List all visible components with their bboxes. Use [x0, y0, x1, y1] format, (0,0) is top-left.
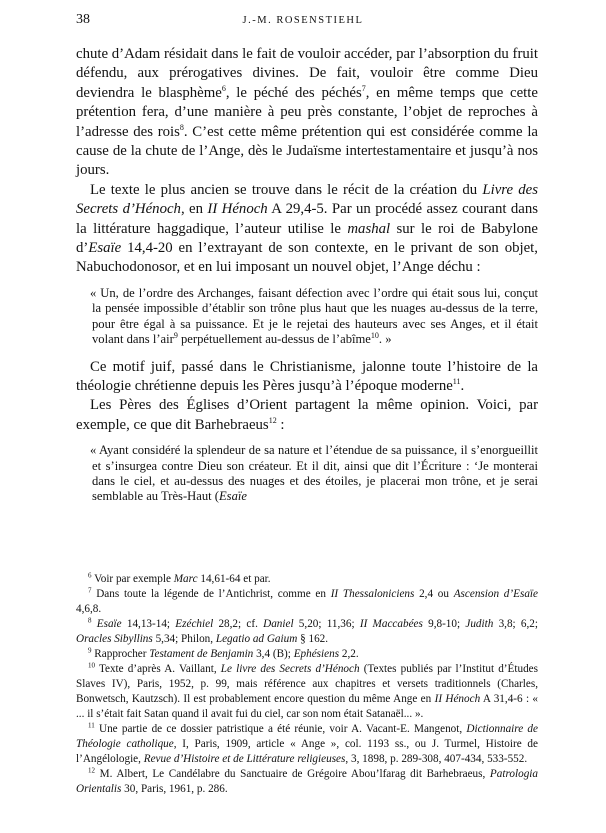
footnote-ref-10[interactable]: 10: [370, 330, 379, 340]
footnote-ref-7[interactable]: 7: [361, 83, 366, 93]
quotation-henoch: « Un, de l’ordre des Archanges, faisant défection avec l’ordre qui était sous lui, conçut la pensée impossible d’établir son trône plus haut que les nuages au-dessus de la terre, pour être égal à sa puissance. Et je le rejetai des hauteurs avec ses Anges, et il était volant dans l’air$^9$ perpétuellement au-dessus de l’abîme$^{10}$. »: [90, 285, 538, 347]
footnote-9: $^9$ Rapprocher Testament de Benjamin 3,4 (B); Ephésiens 2,2.: [88, 646, 359, 660]
footnote-7: $^7$ Dans toute la légende de l’Antichrist, comme en II Thessaloniciens 2,4 ou Ascension d’Esaïe 4,6,8.: [76, 586, 538, 615]
footnote-ref-12[interactable]: 12: [268, 415, 277, 425]
paragraph-1: chute d’Adam résidait dans le fait de vouloir accéder, par l’absorption du fruit défendu, aux prérogatives divines. De fait, vouloir être comme Dieu deviendra le blasphème$^6$, le péché des péchés$^7$, en même temps que cette prétention fera, d’une manière à peu près constante, l’objet de reproches à l’adresse des rois$^8$. C’est cette même prétention qui est considérée comme la cause de la chute de l’Ange, dès le Judaïsme intertestamentaire et jusqu’à nos jours.: [76, 46, 539, 179]
paragraph-4: Les Pères des Églises d’Orient partagent la même opinion. Voici, par exemple, ce que dit Barhebraeus$^{12}$ :: [76, 397, 538, 433]
footnote-11: $^{11}$ Une partie de ce dossier patristique a été réunie, voir A. Vacant-E. Mangenot, Dictionnaire de Théologie catholique, I, Paris, 1909, article « Ange », col. 1193 ss., ou J. Turmel, Histoire de l’Angélologie, Revue d’Histoire et de Littérature religieuses, 3, 1898, p. 289-308, 407-434, 533-552.: [76, 721, 538, 765]
footnote-6: $^6$ Voir par exemple Marc 14,61-64 et par.: [88, 571, 271, 585]
paragraph-3: Ce motif juif, passé dans le Christianisme, jalonne toute l’histoire de la théologie chrétienne depuis les Pères jusqu’à l’époque moderne$^{11}$.: [76, 358, 538, 394]
main-text: [76, 45, 538, 505]
footnote-8: $^8$ Esaïe 14,13-14; Ezéchiel 28,2; cf. Daniel 5,20; 11,36; II Maccabées 9,8-10; Judith 3,8; 6,2; Oracles Sibyllins 5,34; Philon, Legatio ad Gaium § 162.: [76, 616, 538, 645]
footnotes: [76, 572, 538, 797]
footnote-ref-8[interactable]: 8: [179, 122, 184, 132]
paragraph-2: Le texte le plus ancien se trouve dans le récit de la création du Livre des Secrets d’Hénoch, en II Hénoch A 29,4-5. Par un procédé assez courant dans la littérature haggadique, l’auteur utilise le mashal sur le roi de Babylone d’Esaïe 14,4-20 en l’extrayant de son contexte, en le privant de son objet, Nabuchodonosor, et en lui imposant un nouvel objet, l’Ange déchu :: [76, 181, 538, 276]
page-number: 38: [76, 12, 90, 27]
quotation-barhebraeus: « Ayant considéré la splendeur de sa nature et l’étendue de sa puissance, il s’enorgueillit et s’insurgea contre Dieu son créateur. Et il dit, ainsi que dit l’Écriture : ‘Je monterai dans le ciel, et au-dessus des nuages et des étoiles, je placerai mon trône, et je serai semblable au Très-Haut (Esaïe: [90, 443, 538, 504]
footnote-ref-11[interactable]: 11: [452, 376, 461, 386]
footnote-10: $^{10}$ Texte d’après A. Vaillant, Le livre des Secrets d’Hénoch (Textes publiés par l’Institut d’Études Slaves IV), Paris, 1952, p. 99, mais référence aux chapitres et versets traditionnels (Charles, Bonwetsch, Kautzsch). Il est probablement encore question du même Ange en II Hénoch A 31,4-6 : « ... il s’était fait Satan quand il avait fui du ciel, car son nom était Satanaël... ».: [76, 661, 538, 720]
footnote-12: $^{12}$ M. Albert, Le Candélabre du Sanctuaire de Grégoire Abou’lfarag dit Barhebraeus, Patrologia Orientalis 30, Paris, 1961, p. 286.: [76, 766, 538, 795]
footnote-ref-9[interactable]: 9: [173, 330, 178, 340]
running-head: J.-M. ROSENSTIEHL: [242, 15, 364, 26]
footnote-ref-6[interactable]: 6: [221, 83, 226, 93]
